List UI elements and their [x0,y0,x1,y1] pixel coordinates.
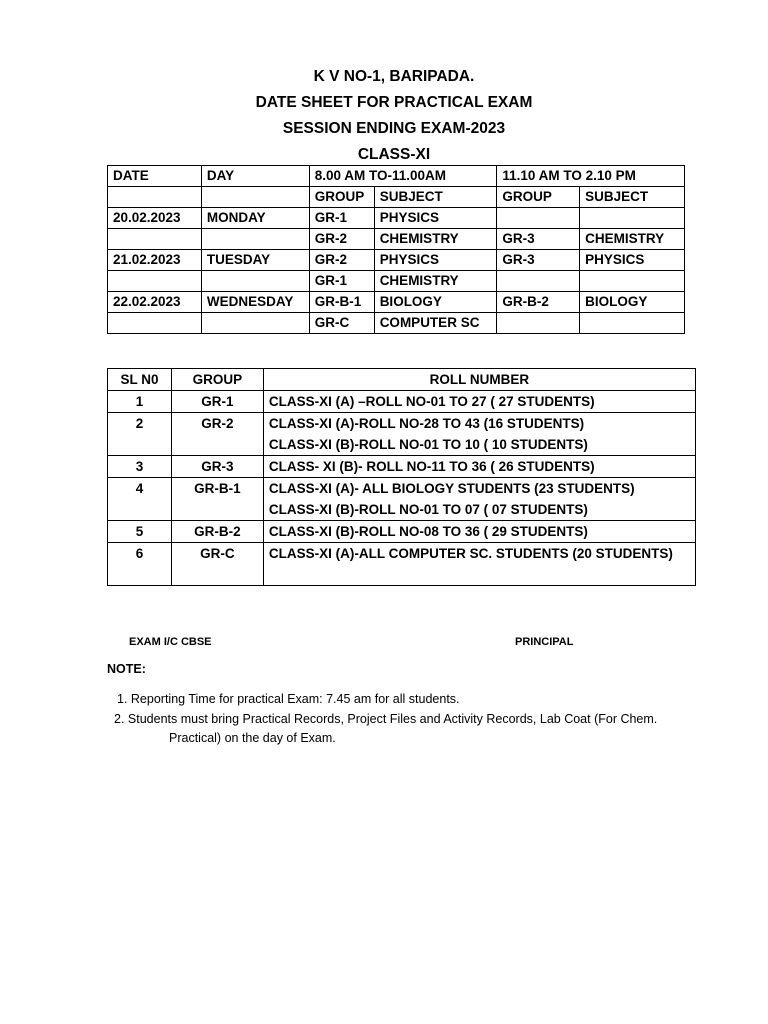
sl-no-cell: 6 [108,543,172,586]
document-header [0,64,768,168]
slot1-subject-cell: CHEMISTRY [374,229,497,250]
document-title: DATE SHEET FOR PRACTICAL EXAM [255,94,533,111]
roll-number-line: CLASS-XI (A)-ROLL NO-28 TO 43 (16 STUDENTS) [268,416,585,431]
table-subheader-row [108,187,685,208]
roll-number-cell [263,456,695,478]
date-cell [108,271,202,292]
group-rows [108,391,696,586]
note-item: 1. Reporting Time for practical Exam: 7.45 am for all students. [117,692,460,706]
date-cell [108,229,202,250]
date-cell: 21.02.2023 [108,250,202,271]
table-header-row [108,166,685,187]
slot2-subject-cell [580,313,685,334]
roll-number-line [269,564,690,585]
table-row [108,292,685,313]
table-row [108,543,696,586]
header-sl-no: SL N0 [108,369,172,391]
subheader-group: GROUP [309,187,374,208]
sl-no-cell: 2 [108,413,172,456]
exam-incharge-signature: EXAM I/C CBSE [129,636,212,648]
roll-number-line: CLASS-XI (A) –ROLL NO-01 TO 27 ( 27 STUDENTS) [268,394,595,409]
header-slot-2: 11.10 AM TO 2.10 PM [497,166,685,187]
roll-number-line: CLASS-XI (A)- ALL BIOLOGY STUDENTS (23 STUDENTS) [268,481,635,496]
note-item-continued: Practical) on the day of Exam. [169,731,336,745]
schedule-rows [108,208,685,334]
table-row [108,229,685,250]
slot2-subject-cell: PHYSICS [580,250,685,271]
roll-number-line: CLASS-XI (A)-ALL COMPUTER SC. STUDENTS (20 STUDENTS) [268,546,673,561]
slot2-subject-cell: BIOLOGY [580,292,685,313]
table-row [108,313,685,334]
roll-number-line: CLASS-XI (B)-ROLL NO-01 TO 07 ( 07 STUDENTS) [268,502,588,517]
day-cell [201,229,309,250]
class-title: CLASS-XI [357,146,431,163]
slot2-group-cell [497,271,580,292]
day-cell: TUESDAY [201,250,309,271]
date-cell: 20.02.2023 [108,208,202,229]
sl-no-cell: 3 [108,456,172,478]
header-slot-1: 8.00 AM TO-11.00AM [309,166,497,187]
subheader-subject: SUBJECT [580,187,685,208]
roll-number-line: CLASS-XI (B)-ROLL NO-01 TO 10 ( 10 STUDENTS) [268,437,588,452]
day-cell [201,313,309,334]
subheader-blank [108,187,202,208]
roll-number-cell [263,543,695,586]
roll-number-cell [263,413,695,456]
roll-number-line: CLASS-XI (B)-ROLL NO-08 TO 36 ( 29 STUDENTS) [268,524,588,539]
roll-number-cell [263,391,695,413]
slot1-group-cell: GR-1 [309,271,374,292]
slot2-group-cell: GR-3 [497,229,580,250]
slot1-subject-cell: BIOLOGY [374,292,497,313]
roll-number-cell [263,478,695,521]
note-label: NOTE: [107,662,146,676]
slot1-subject-cell: COMPUTER SC [374,313,497,334]
table-row [108,478,696,521]
slot1-subject-cell: PHYSICS [374,208,497,229]
subheader-blank [201,187,309,208]
sl-no-cell: 5 [108,521,172,543]
header-date: DATE [108,166,202,187]
table-header-row [108,369,696,391]
table-row [108,391,696,413]
date-cell [108,313,202,334]
table-row [108,521,696,543]
group-roll-table [107,368,696,586]
table-row [108,208,685,229]
school-name: K V NO-1, BARIPADA. [313,68,475,85]
slot2-group-cell [497,313,580,334]
group-cell: GR-B-2 [171,521,263,543]
group-cell: GR-1 [171,391,263,413]
sl-no-cell: 4 [108,478,172,521]
date-sheet-table [107,165,685,334]
slot1-group-cell: GR-1 [309,208,374,229]
date-cell: 22.02.2023 [108,292,202,313]
day-cell [201,271,309,292]
roll-number-line: CLASS- XI (B)- ROLL NO-11 TO 36 ( 26 STUDENTS) [268,459,595,474]
slot2-subject-cell: CHEMISTRY [580,229,685,250]
roll-number-cell [263,521,695,543]
slot1-subject-cell: PHYSICS [374,250,497,271]
slot1-subject-cell: CHEMISTRY [374,271,497,292]
slot2-group-cell: GR-3 [497,250,580,271]
slot1-group-cell: GR-2 [309,229,374,250]
slot2-group-cell: GR-B-2 [497,292,580,313]
group-cell: GR-C [171,543,263,586]
slot2-subject-cell [580,208,685,229]
table-row [108,413,696,456]
slot1-group-cell: GR-C [309,313,374,334]
table-row [108,456,696,478]
slot1-group-cell: GR-2 [309,250,374,271]
sl-no-cell: 1 [108,391,172,413]
slot1-group-cell: GR-B-1 [309,292,374,313]
principal-signature: PRINCIPAL [515,636,574,648]
header-group: GROUP [171,369,263,391]
day-cell: MONDAY [201,208,309,229]
group-cell: GR-2 [171,413,263,456]
session-title: SESSION ENDING EXAM-2023 [282,120,506,137]
table-row [108,250,685,271]
table-row [108,271,685,292]
slot2-group-cell [497,208,580,229]
slot2-subject-cell [580,271,685,292]
header-day: DAY [201,166,309,187]
subheader-group: GROUP [497,187,580,208]
group-cell: GR-3 [171,456,263,478]
note-item: 2. Students must bring Practical Records, Project Files and Activity Records, Lab Coat (For Chem. [114,712,658,726]
header-roll-number: ROLL NUMBER [263,369,695,391]
day-cell: WEDNESDAY [201,292,309,313]
subheader-subject: SUBJECT [374,187,497,208]
group-cell: GR-B-1 [171,478,263,521]
